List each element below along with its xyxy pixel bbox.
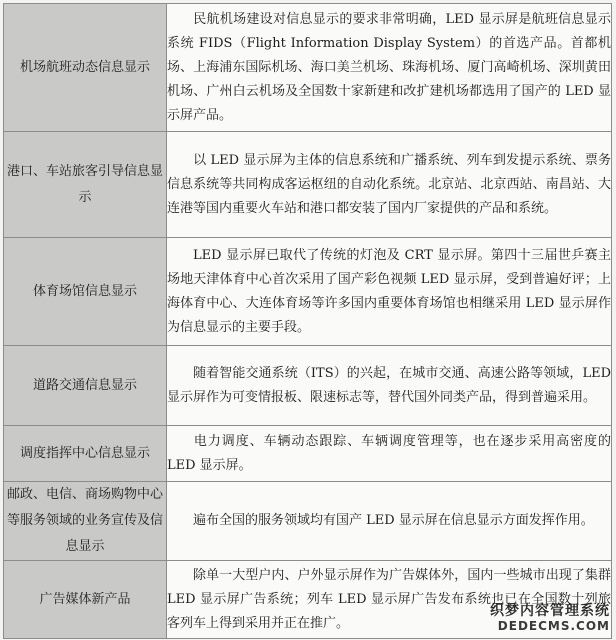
watermark-domain: DEDECMS.COM <box>497 619 610 633</box>
category-cell: 调度指挥中心信息显示 <box>4 426 167 482</box>
description-text: 以 LED 显示屏为主体的信息系统和广播系统、列车到发提示系统、票务信息系统等共同构成客运枢纽的自动化系统。北京站、北京西站、南昌站、大连港等国内重要火车站和港口都安装了国内厂家提供的产品和系统。 <box>167 152 611 216</box>
description-cell <box>167 4 612 132</box>
category-cell: 机场航班动态信息显示 <box>4 4 167 132</box>
description-text: 除单一大型户内、户外显示屏作为广告媒体外，国内一些城市出现了集群 LED 显示屏广告系统；列车 LED 显示屏广告发布系统也已在全国数十列旅客列车上得到采用并正在推广。 <box>167 567 611 631</box>
table-row <box>4 346 612 426</box>
description-text: 民航机场建设对信息显示的要求非常明确，LED 显示屏是航班信息显示系统 FIDS（Flight Information Display System）的首选产品。首都机场、上海浦东国际机场、海口美兰机场、珠海机场、厦门高崎机场、深圳黄田机场、广州白云机场及全国数十家新建和改扩建机场都选用了国产的 LED 显示屏产品。 <box>167 11 611 123</box>
description-cell <box>167 238 612 346</box>
category-cell: 广告媒体新产品 <box>4 561 167 639</box>
description-text: 遍布全国的服务领域均有国产 LED 显示屏在信息显示方面发挥作用。 <box>193 513 594 528</box>
description-text: 电力调度、车辆动态跟踪、车辆调度管理等，也在逐步采用高密度的 LED 显示屏。 <box>167 433 611 473</box>
table-row <box>4 426 612 482</box>
description-cell <box>167 132 612 238</box>
category-cell: 体育场馆信息显示 <box>4 238 167 346</box>
category-cell: 邮政、电信、商场购物中心等服务领域的业务宣传及信息显示 <box>4 482 167 561</box>
category-cell: 道路交通信息显示 <box>4 346 167 426</box>
table-row <box>4 482 612 561</box>
description-cell <box>167 426 612 482</box>
watermark <box>490 604 610 634</box>
table-row <box>4 132 612 238</box>
table-row <box>4 4 612 132</box>
description-cell <box>167 482 612 561</box>
watermark-title: 织梦内容管理系统 <box>490 603 610 619</box>
table-row <box>4 238 612 346</box>
description-text: LED 显示屏已取代了传统的灯泡及 CRT 显示屏。第四十三届世乒赛主场地天津体育中心首次采用了国产彩色视频 LED 显示屏，受到普遍好评；上海体育中心、大连体育场等许多国内重要体育场馆也相继采用 LED 显示屏作为信息显示的主要手段。 <box>167 247 611 335</box>
led-application-table <box>3 3 612 639</box>
description-text: 随着智能交通系统（ITS）的兴起，在城市交通、高速公路等领域，LED 显示屏作为可变情报板、限速标志等，替代国外同类产品，得到普遍采用。 <box>167 365 611 405</box>
description-cell <box>167 346 612 426</box>
category-cell: 港口、车站旅客引导信息显示 <box>4 132 167 238</box>
